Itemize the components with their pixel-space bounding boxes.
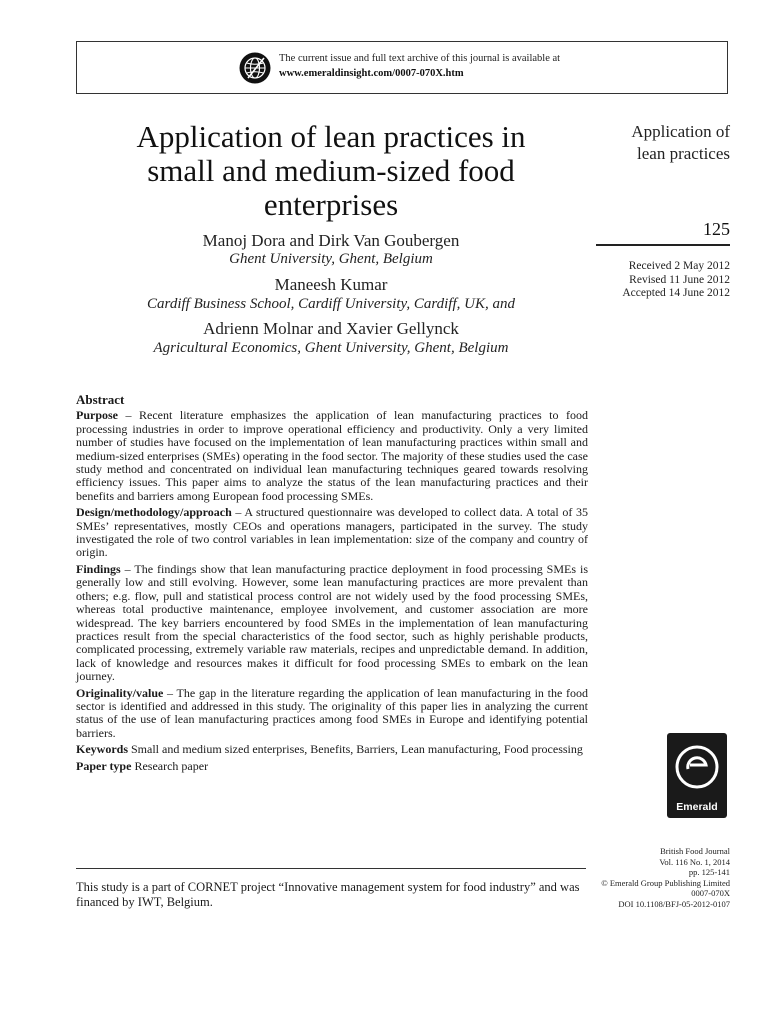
- paper-type-label: Paper type: [76, 758, 132, 773]
- divider: [596, 244, 730, 246]
- banner-url-link[interactable]: www.emeraldinsight.com/0007-070X.htm: [279, 68, 464, 79]
- article-dates: [596, 260, 730, 301]
- abstract-findings: [76, 563, 588, 684]
- title-line-1: Application of lean practices in: [136, 119, 526, 154]
- title-line-2: small and medium-sized food: [147, 153, 515, 188]
- received-date: Received 2 May 2012: [628, 260, 730, 272]
- emerald-logo: [667, 733, 727, 818]
- keywords-label: Keywords: [76, 742, 128, 757]
- journal-name: British Food Journal: [660, 846, 730, 856]
- findings-label: Findings: [76, 561, 121, 576]
- issn: 0007-070X: [691, 888, 730, 898]
- article-title: [76, 120, 586, 222]
- copyright-line: © Emerald Group Publishing Limited: [601, 877, 730, 888]
- findings-text: – The findings show that lean manufacturing practice deployment in food processing SMEs is generally low and still evolving. However, some lean manufacturing practices are more prevalent than others; e.g. flow, pull and statistical process control are not widely used by the food processing SMEs, whereas total productive maintenance, employee involvement, and customer association are more widespread. The key barriers encountered by food SMEs in the implementation of lean manufacturing practices result from the special characteristics of the food sector, such as highly perishable products, complicated processing, extremely variable raw materials, recipes and unpredictable demand. In addition, lack of knowledge and resources makes it difficult for food processing SMEs to embark on the lean journey.: [76, 561, 588, 684]
- author-names: Maneesh Kumar: [274, 275, 388, 294]
- journal-info: [580, 846, 730, 909]
- page-number: 125: [703, 219, 730, 239]
- purpose-label: Purpose: [76, 408, 118, 423]
- revised-date: Revised 11 June 2012: [629, 273, 730, 286]
- emerald-logo-text: Emerald: [676, 801, 718, 813]
- author-affiliation: Cardiff Business School, Cardiff University, Cardiff, UK, and: [147, 296, 515, 312]
- abstract-heading: Abstract: [76, 392, 125, 407]
- running-head-line-2: lean practices: [637, 144, 730, 163]
- author-affiliation: Agricultural Economics, Ghent University, Ghent, Belgium: [153, 340, 509, 356]
- footnote: This study is a part of CORNET project “Innovative management system for food industry” and was financed by IWT, Belgium.: [76, 880, 580, 909]
- abstract-paper-type: [76, 760, 588, 773]
- emerald-swirl-icon: [667, 737, 727, 799]
- author-affiliation: Ghent University, Ghent, Belgium: [229, 251, 433, 267]
- globe-icon: [239, 52, 271, 84]
- originality-text: – The gap in the literature regarding the application of lean manufacturing in the food sector is identified and addressed in this study. The originality of this paper lies in analyzing the current status of the use of lean manufacturing practices among food SMEs in Europe and identifying potential barriers.: [76, 685, 588, 740]
- abstract-purpose: [76, 409, 588, 503]
- doi: DOI 10.1108/BFJ-05-2012-0107: [618, 898, 730, 909]
- journal-availability-banner: [76, 41, 728, 94]
- author-names: Manoj Dora and Dirk Van Goubergen: [202, 231, 460, 250]
- running-head: [596, 121, 730, 165]
- journal-pages: pp. 125-141: [688, 867, 730, 877]
- abstract-originality: [76, 687, 588, 741]
- journal-volume: Vol. 116 No. 1, 2014: [659, 856, 730, 867]
- running-head-line-1: Application of: [631, 122, 730, 141]
- accepted-date: Accepted 14 June 2012: [622, 287, 730, 299]
- keywords-text: Small and medium sized enterprises, Benefits, Barriers, Lean manufacturing, Food processing: [128, 742, 583, 757]
- abstract-keywords: [76, 743, 588, 756]
- paper-type-text: Research paper: [131, 758, 209, 773]
- abstract-design: [76, 506, 588, 560]
- banner-availability-text: The current issue and full text archive of this journal is available at: [279, 53, 561, 64]
- design-label: Design/methodology/approach: [76, 505, 232, 520]
- author-names: Adrienn Molnar and Xavier Gellynck: [203, 319, 459, 338]
- abstract: [76, 393, 588, 776]
- originality-label: Originality/value: [76, 685, 164, 700]
- footnote-divider: [76, 868, 586, 869]
- design-text: – A structured questionnaire was developed to collect data. A total of 35 SMEs’ representatives, mostly CEOs and operations managers, participated in the survey. The study investigated the role of two control variables in lean implementation: size of the company and country of origin.: [76, 505, 588, 560]
- purpose-text: – Recent literature emphasizes the application of lean manufacturing practices to food processing industries in order to improve operational efficiency and productivity. Only a very limited number of studies have focused on the implementation of lean manufacturing practices within small and medium-sized enterprises (SMEs) operating in the food sector. The majority of these studies used the case study method and concentrated on individual lean manufacturing techniques geared towards resolving efficiency issues. This paper aims to analyze the status of the lean manufacturing practices and their benefits and barriers among European food processing SMEs.: [76, 408, 588, 503]
- title-line-3: enterprises: [263, 187, 399, 222]
